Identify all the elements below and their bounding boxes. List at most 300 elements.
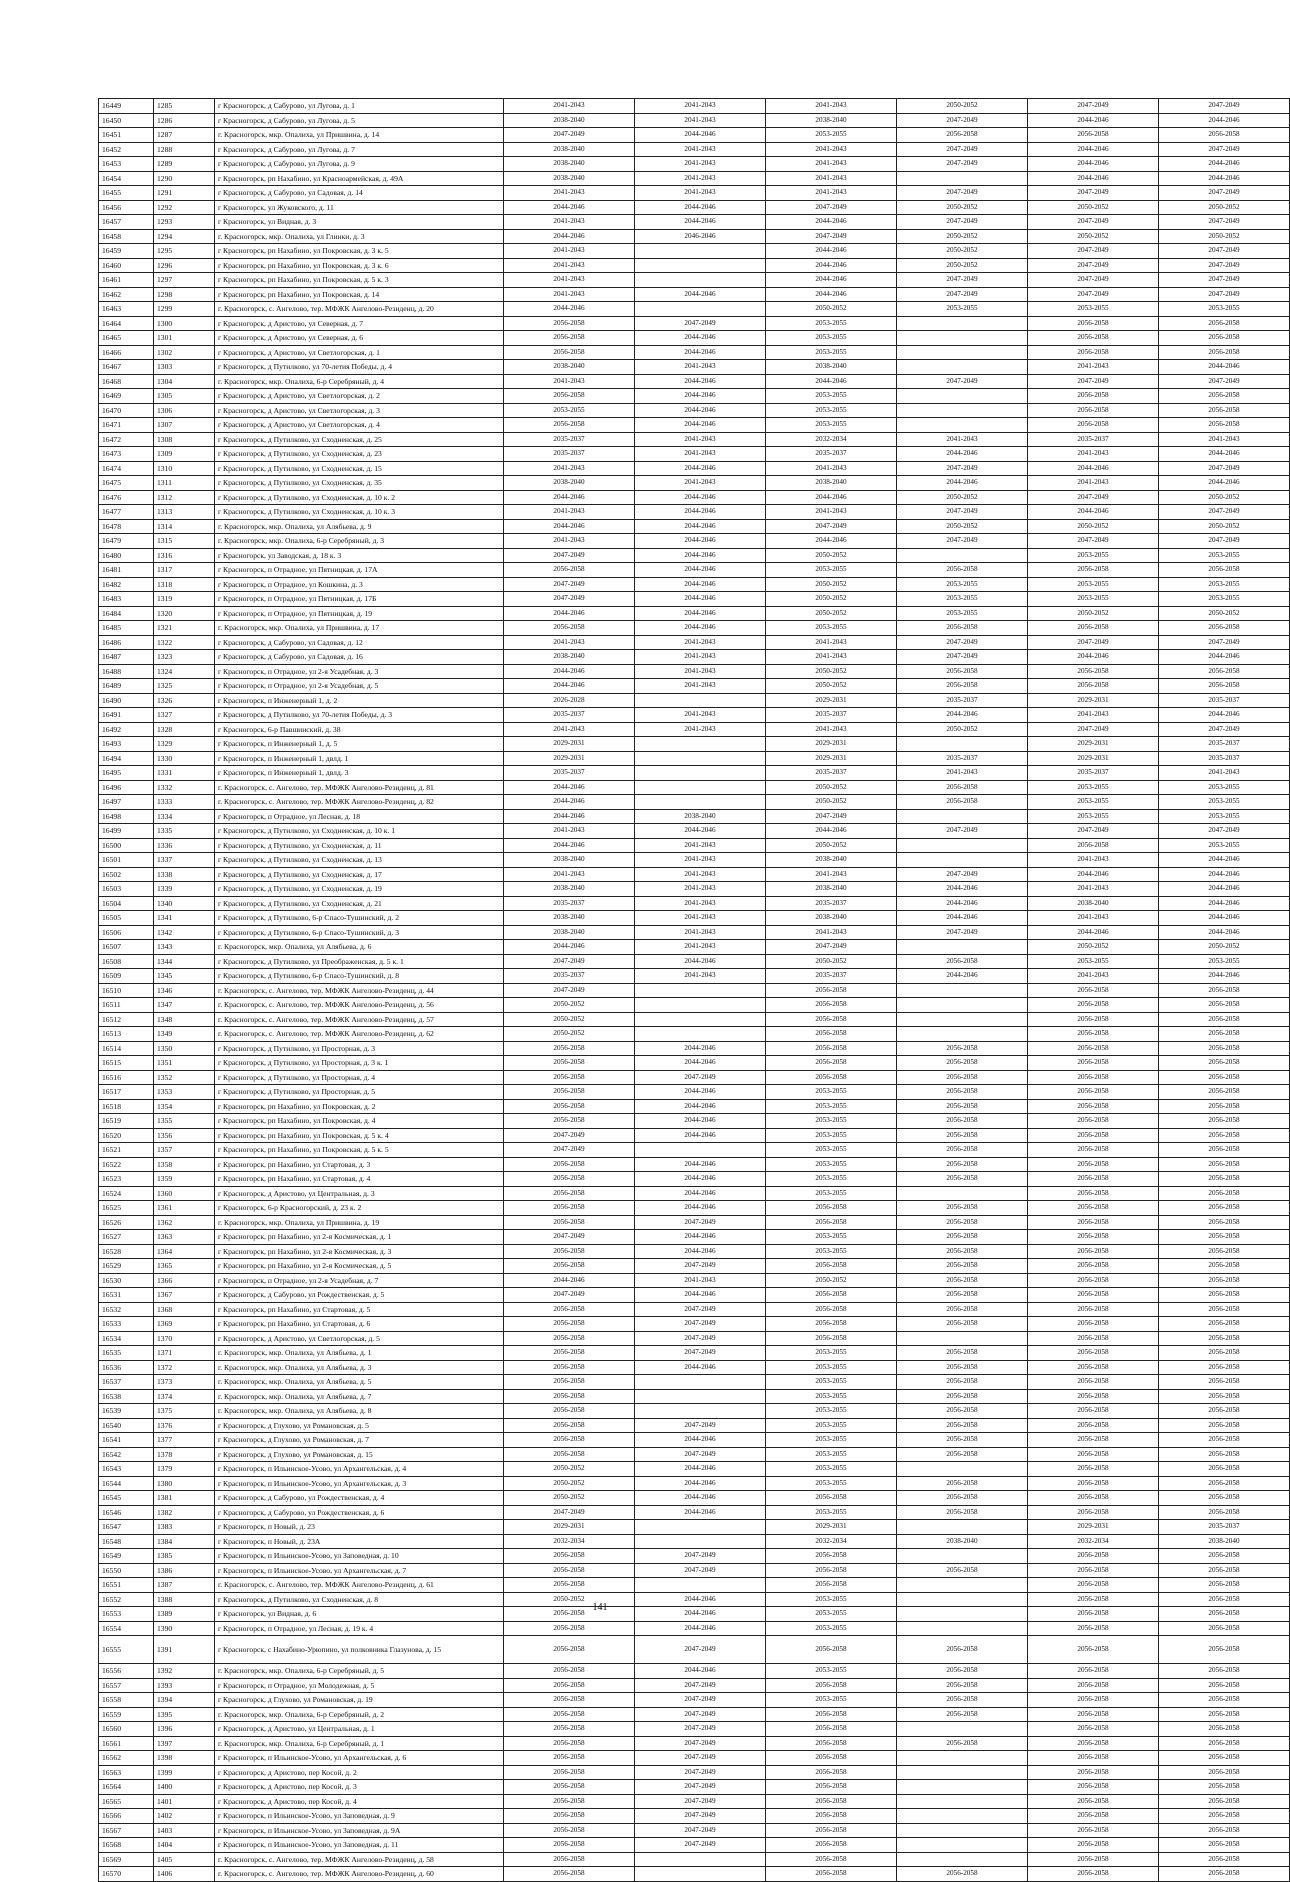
period-1-cell: 2041-2043 xyxy=(504,722,635,737)
period-1-cell: 2050-2052 xyxy=(504,1491,635,1506)
period-2-cell: 2047-2049 xyxy=(635,1765,766,1780)
address-cell: г Красногорск, рп Нахабино, ул 2-я Космическая, д. 1 xyxy=(215,1230,504,1245)
period-5-cell: 2056-2058 xyxy=(1028,1809,1159,1824)
period-6-cell: 2047-2049 xyxy=(1159,374,1290,389)
address-cell: г Красногорск, д Путилково, ул Сходненская, д. 13 xyxy=(215,853,504,868)
period-2-cell: 2044-2046 xyxy=(635,548,766,563)
table-row xyxy=(99,853,1290,868)
period-2-cell: 2044-2046 xyxy=(635,1201,766,1216)
address-number-cell: 1333 xyxy=(154,795,215,810)
period-3-cell: 2041-2043 xyxy=(766,635,897,650)
period-4-cell: 2044-2046 xyxy=(897,708,1028,723)
address-number-cell: 1325 xyxy=(154,679,215,694)
period-2-cell: 2044-2046 xyxy=(635,389,766,404)
period-5-cell: 2041-2043 xyxy=(1028,476,1159,491)
period-4-cell xyxy=(897,316,1028,331)
period-2-cell: 2044-2046 xyxy=(635,1664,766,1679)
period-3-cell: 2041-2043 xyxy=(766,650,897,665)
address-number-cell: 1378 xyxy=(154,1447,215,1462)
address-cell: г Красногорск, рп Нахабино, ул Покровская, д. 5 к. 5 xyxy=(215,1143,504,1158)
period-6-cell: 2056-2058 xyxy=(1159,1592,1290,1607)
period-5-cell: 2056-2058 xyxy=(1028,1302,1159,1317)
address-cell: г Красногорск, п Ильинское-Усово, ул Архангельская, д. 3 xyxy=(215,1476,504,1491)
row-number-cell: 16499 xyxy=(99,824,154,839)
period-1-cell: 2056-2058 xyxy=(504,1317,635,1332)
period-1-cell: 2056-2058 xyxy=(504,1404,635,1419)
period-4-cell: 2056-2058 xyxy=(897,1085,1028,1100)
period-5-cell: 2056-2058 xyxy=(1028,1186,1159,1201)
period-5-cell: 2056-2058 xyxy=(1028,1664,1159,1679)
period-2-cell: 2044-2046 xyxy=(635,1607,766,1622)
address-cell: г. Красногорск, мкр. Опалиха, ул Алябьева, д. 9 xyxy=(215,519,504,534)
address-number-cell: 1301 xyxy=(154,331,215,346)
period-1-cell: 2038-2040 xyxy=(504,360,635,375)
period-3-cell: 2050-2052 xyxy=(766,838,897,853)
table-row xyxy=(99,1505,1290,1520)
row-number-cell: 16455 xyxy=(99,186,154,201)
address-cell: г Красногорск, д Аристово, пер Косой, д. 4 xyxy=(215,1794,504,1809)
address-number-cell: 1316 xyxy=(154,548,215,563)
table-row xyxy=(99,1707,1290,1722)
period-2-cell: 2041-2043 xyxy=(635,99,766,114)
period-1-cell: 2038-2040 xyxy=(504,853,635,868)
address-number-cell: 1390 xyxy=(154,1621,215,1636)
row-number-cell: 16493 xyxy=(99,737,154,752)
period-6-cell: 2056-2058 xyxy=(1159,1505,1290,1520)
period-5-cell: 2053-2055 xyxy=(1028,577,1159,592)
period-5-cell: 2047-2049 xyxy=(1028,824,1159,839)
address-number-cell: 1396 xyxy=(154,1722,215,1737)
period-4-cell: 2056-2058 xyxy=(897,128,1028,143)
period-3-cell: 2056-2058 xyxy=(766,1027,897,1042)
table-row xyxy=(99,737,1290,752)
period-6-cell: 2056-2058 xyxy=(1159,1186,1290,1201)
address-number-cell: 1319 xyxy=(154,592,215,607)
address-cell: г. Красногорск, мкр. Опалиха, ул Алябьева, д. 5 xyxy=(215,1375,504,1390)
period-2-cell xyxy=(635,780,766,795)
period-1-cell: 2035-2037 xyxy=(504,432,635,447)
table-row xyxy=(99,1476,1290,1491)
period-2-cell: 2047-2049 xyxy=(635,1563,766,1578)
period-5-cell: 2047-2049 xyxy=(1028,374,1159,389)
address-cell: г. Красногорск, мкр. Опалиха, ул Алябьева, д. 7 xyxy=(215,1389,504,1404)
period-3-cell: 2053-2055 xyxy=(766,1433,897,1448)
address-cell: г Красногорск, п Отрадное, ул 2-я Усадебная, д. 7 xyxy=(215,1273,504,1288)
period-3-cell: 2056-2058 xyxy=(766,1636,897,1664)
period-4-cell: 2056-2058 xyxy=(897,621,1028,636)
period-6-cell: 2047-2049 xyxy=(1159,722,1290,737)
period-2-cell: 2044-2046 xyxy=(635,519,766,534)
table-row xyxy=(99,896,1290,911)
period-4-cell: 2044-2046 xyxy=(897,476,1028,491)
address-number-cell: 1311 xyxy=(154,476,215,491)
period-1-cell: 2026-2028 xyxy=(504,693,635,708)
address-number-cell: 1388 xyxy=(154,1592,215,1607)
address-cell: г Красногорск, д Путилково, ул Сходненская, д. 10 к. 1 xyxy=(215,824,504,839)
table-row xyxy=(99,998,1290,1013)
period-4-cell: 2047-2049 xyxy=(897,142,1028,157)
period-6-cell: 2056-2058 xyxy=(1159,1433,1290,1448)
period-2-cell: 2044-2046 xyxy=(635,461,766,476)
period-6-cell: 2050-2052 xyxy=(1159,940,1290,955)
period-3-cell: 2047-2049 xyxy=(766,940,897,955)
period-2-cell: 2047-2049 xyxy=(635,1259,766,1274)
address-cell: г Красногорск, п Инженерный 1, д. 5 xyxy=(215,737,504,752)
period-5-cell: 2056-2058 xyxy=(1028,1346,1159,1361)
period-2-cell xyxy=(635,1852,766,1867)
address-cell: г. Красногорск, мкр. Опалиха, 6-р Серебряный, д. 5 xyxy=(215,1664,504,1679)
row-number-cell: 16549 xyxy=(99,1549,154,1564)
period-3-cell: 2050-2052 xyxy=(766,954,897,969)
address-number-cell: 1354 xyxy=(154,1099,215,1114)
period-5-cell: 2047-2049 xyxy=(1028,635,1159,650)
row-number-cell: 16538 xyxy=(99,1389,154,1404)
row-number-cell: 16554 xyxy=(99,1621,154,1636)
period-6-cell: 2056-2058 xyxy=(1159,1230,1290,1245)
address-cell: г Красногорск, д Путилково, ул Сходненская, д. 21 xyxy=(215,896,504,911)
period-1-cell: 2056-2058 xyxy=(504,1186,635,1201)
period-2-cell: 2047-2049 xyxy=(635,1693,766,1708)
row-number-cell: 16515 xyxy=(99,1056,154,1071)
address-number-cell: 1361 xyxy=(154,1201,215,1216)
address-number-cell: 1290 xyxy=(154,171,215,186)
table-row xyxy=(99,679,1290,694)
address-cell: г Красногорск, д Путилково, ул Сходненская, д. 19 xyxy=(215,882,504,897)
period-6-cell: 2056-2058 xyxy=(1159,1736,1290,1751)
table-row xyxy=(99,1128,1290,1143)
row-number-cell: 16484 xyxy=(99,606,154,621)
period-2-cell: 2044-2046 xyxy=(635,128,766,143)
period-4-cell: 2050-2052 xyxy=(897,258,1028,273)
address-number-cell: 1363 xyxy=(154,1230,215,1245)
period-1-cell: 2041-2043 xyxy=(504,867,635,882)
row-number-cell: 16537 xyxy=(99,1375,154,1390)
period-4-cell: 2056-2058 xyxy=(897,954,1028,969)
period-2-cell: 2041-2043 xyxy=(635,1273,766,1288)
period-6-cell: 2056-2058 xyxy=(1159,1244,1290,1259)
period-6-cell: 2041-2043 xyxy=(1159,766,1290,781)
period-6-cell: 2056-2058 xyxy=(1159,1823,1290,1838)
period-1-cell: 2056-2058 xyxy=(504,1664,635,1679)
row-number-cell: 16485 xyxy=(99,621,154,636)
address-number-cell: 1366 xyxy=(154,1273,215,1288)
period-4-cell: 2056-2058 xyxy=(897,1389,1028,1404)
period-2-cell xyxy=(635,766,766,781)
period-2-cell: 2041-2043 xyxy=(635,969,766,984)
row-number-cell: 16541 xyxy=(99,1433,154,1448)
period-3-cell: 2053-2055 xyxy=(766,1693,897,1708)
row-number-cell: 16558 xyxy=(99,1693,154,1708)
period-1-cell: 2056-2058 xyxy=(504,1070,635,1085)
row-number-cell: 16491 xyxy=(99,708,154,723)
table-row xyxy=(99,447,1290,462)
row-number-cell: 16540 xyxy=(99,1418,154,1433)
row-number-cell: 16568 xyxy=(99,1838,154,1853)
period-1-cell: 2038-2040 xyxy=(504,650,635,665)
table-row xyxy=(99,635,1290,650)
period-3-cell: 2056-2058 xyxy=(766,1736,897,1751)
address-number-cell: 1336 xyxy=(154,838,215,853)
row-number-cell: 16495 xyxy=(99,766,154,781)
table-row xyxy=(99,954,1290,969)
period-4-cell xyxy=(897,1549,1028,1564)
period-1-cell: 2029-2031 xyxy=(504,737,635,752)
period-1-cell: 2038-2040 xyxy=(504,113,635,128)
period-5-cell: 2056-2058 xyxy=(1028,1505,1159,1520)
address-number-cell: 1350 xyxy=(154,1041,215,1056)
period-4-cell: 2056-2058 xyxy=(897,1491,1028,1506)
period-5-cell: 2056-2058 xyxy=(1028,1157,1159,1172)
table-row xyxy=(99,925,1290,940)
address-number-cell: 1302 xyxy=(154,345,215,360)
table-row xyxy=(99,838,1290,853)
period-3-cell: 2044-2046 xyxy=(766,534,897,549)
period-4-cell xyxy=(897,1823,1028,1838)
period-1-cell: 2047-2049 xyxy=(504,128,635,143)
address-cell: г Красногорск, д Сабурово, ул Лугова, д. 5 xyxy=(215,113,504,128)
address-number-cell: 1303 xyxy=(154,360,215,375)
period-1-cell: 2056-2058 xyxy=(504,1114,635,1129)
period-5-cell: 2056-2058 xyxy=(1028,345,1159,360)
address-number-cell: 1300 xyxy=(154,316,215,331)
address-number-cell: 1369 xyxy=(154,1317,215,1332)
period-6-cell: 2044-2046 xyxy=(1159,171,1290,186)
period-5-cell: 2047-2049 xyxy=(1028,215,1159,230)
address-number-cell: 1312 xyxy=(154,490,215,505)
table-row xyxy=(99,432,1290,447)
period-3-cell: 2038-2040 xyxy=(766,853,897,868)
period-1-cell: 2056-2058 xyxy=(504,316,635,331)
period-6-cell: 2044-2046 xyxy=(1159,708,1290,723)
period-4-cell xyxy=(897,809,1028,824)
address-cell: г Красногорск, д Путилково, ул Сходненская, д. 25 xyxy=(215,432,504,447)
period-4-cell: 2056-2058 xyxy=(897,1636,1028,1664)
period-3-cell: 2056-2058 xyxy=(766,1070,897,1085)
address-cell: г Красногорск, д Сабурово, ул Рождественская, д. 6 xyxy=(215,1505,504,1520)
period-5-cell: 2056-2058 xyxy=(1028,418,1159,433)
period-2-cell: 2044-2046 xyxy=(635,1592,766,1607)
period-6-cell: 2056-2058 xyxy=(1159,1418,1290,1433)
address-number-cell: 1315 xyxy=(154,534,215,549)
period-5-cell: 2056-2058 xyxy=(1028,1693,1159,1708)
period-6-cell: 2056-2058 xyxy=(1159,1838,1290,1853)
row-number-cell: 16569 xyxy=(99,1852,154,1867)
address-number-cell: 1323 xyxy=(154,650,215,665)
address-number-cell: 1308 xyxy=(154,432,215,447)
period-1-cell: 2056-2058 xyxy=(504,1678,635,1693)
period-1-cell: 2029-2031 xyxy=(504,1520,635,1535)
table-row xyxy=(99,244,1290,259)
period-5-cell: 2047-2049 xyxy=(1028,534,1159,549)
period-2-cell: 2041-2043 xyxy=(635,664,766,679)
address-cell: г Красногорск, д Путилково, ул 70-летия Победы, д. 4 xyxy=(215,360,504,375)
row-number-cell: 16462 xyxy=(99,287,154,302)
table-row xyxy=(99,795,1290,810)
period-1-cell: 2044-2046 xyxy=(504,519,635,534)
period-3-cell: 2053-2055 xyxy=(766,389,897,404)
period-5-cell: 2056-2058 xyxy=(1028,1114,1159,1129)
period-6-cell: 2047-2049 xyxy=(1159,215,1290,230)
row-number-cell: 16567 xyxy=(99,1823,154,1838)
address-cell: г Красногорск, д Путилково, 6-р Спасо-Тушинский, д. 8 xyxy=(215,969,504,984)
address-number-cell: 1317 xyxy=(154,563,215,578)
period-2-cell: 2044-2046 xyxy=(635,1491,766,1506)
address-cell: г Красногорск, п Ильинское-Усово, ул Заповедная, д. 9А xyxy=(215,1823,504,1838)
period-1-cell: 2056-2058 xyxy=(504,563,635,578)
period-3-cell: 2056-2058 xyxy=(766,1201,897,1216)
period-1-cell: 2047-2049 xyxy=(504,548,635,563)
period-4-cell: 2047-2049 xyxy=(897,824,1028,839)
period-2-cell: 2044-2046 xyxy=(635,1041,766,1056)
period-3-cell: 2041-2043 xyxy=(766,99,897,114)
address-number-cell: 1391 xyxy=(154,1636,215,1664)
period-6-cell: 2047-2049 xyxy=(1159,635,1290,650)
period-5-cell: 2056-2058 xyxy=(1028,1476,1159,1491)
address-cell: г Красногорск, ул Видная, д. 6 xyxy=(215,1607,504,1622)
period-3-cell: 2056-2058 xyxy=(766,1823,897,1838)
period-1-cell: 2041-2043 xyxy=(504,374,635,389)
period-3-cell: 2056-2058 xyxy=(766,1765,897,1780)
period-1-cell: 2056-2058 xyxy=(504,1607,635,1622)
period-3-cell: 2056-2058 xyxy=(766,1302,897,1317)
period-2-cell xyxy=(635,258,766,273)
period-5-cell: 2056-2058 xyxy=(1028,1592,1159,1607)
period-2-cell xyxy=(635,1375,766,1390)
period-2-cell xyxy=(635,1404,766,1419)
address-number-cell: 1387 xyxy=(154,1578,215,1593)
period-3-cell: 2056-2058 xyxy=(766,1794,897,1809)
address-cell: г Красногорск, п Новый, д. 23А xyxy=(215,1534,504,1549)
period-4-cell: 2047-2049 xyxy=(897,635,1028,650)
period-4-cell xyxy=(897,389,1028,404)
address-cell: г Красногорск, д Глухово, ул Романовская, д. 15 xyxy=(215,1447,504,1462)
address-number-cell: 1372 xyxy=(154,1360,215,1375)
period-5-cell: 2053-2055 xyxy=(1028,548,1159,563)
period-3-cell: 2053-2055 xyxy=(766,345,897,360)
table-row xyxy=(99,780,1290,795)
table-row xyxy=(99,418,1290,433)
table-row xyxy=(99,389,1290,404)
period-1-cell: 2041-2043 xyxy=(504,287,635,302)
period-2-cell: 2047-2049 xyxy=(635,1809,766,1824)
table-row xyxy=(99,1838,1290,1853)
address-cell: г Красногорск, д Путилково, 6-р Спасо-Тушинский, д. 2 xyxy=(215,911,504,926)
table-row xyxy=(99,1823,1290,1838)
period-5-cell: 2047-2049 xyxy=(1028,287,1159,302)
row-number-cell: 16566 xyxy=(99,1809,154,1824)
row-number-cell: 16522 xyxy=(99,1157,154,1172)
period-3-cell: 2050-2052 xyxy=(766,780,897,795)
row-number-cell: 16480 xyxy=(99,548,154,563)
period-6-cell: 2047-2049 xyxy=(1159,244,1290,259)
period-6-cell: 2047-2049 xyxy=(1159,824,1290,839)
address-cell: г. Красногорск, мкр. Опалиха, ул Алябьева, д. 6 xyxy=(215,940,504,955)
period-2-cell: 2047-2049 xyxy=(635,1707,766,1722)
address-number-cell: 1371 xyxy=(154,1346,215,1361)
row-number-cell: 16514 xyxy=(99,1041,154,1056)
row-number-cell: 16520 xyxy=(99,1128,154,1143)
period-3-cell: 2053-2055 xyxy=(766,1418,897,1433)
period-4-cell: 2056-2058 xyxy=(897,1867,1028,1882)
period-1-cell: 2038-2040 xyxy=(504,171,635,186)
period-1-cell: 2044-2046 xyxy=(504,490,635,505)
row-number-cell: 16479 xyxy=(99,534,154,549)
address-number-cell: 1376 xyxy=(154,1418,215,1433)
period-6-cell: 2053-2055 xyxy=(1159,592,1290,607)
period-5-cell: 2044-2046 xyxy=(1028,171,1159,186)
address-cell: г Красногорск, д Аристово, ул Светлогорская, д. 1 xyxy=(215,345,504,360)
address-cell: г Красногорск, рп Нахабино, ул Стартовая, д. 5 xyxy=(215,1302,504,1317)
period-3-cell: 2056-2058 xyxy=(766,1331,897,1346)
table-row xyxy=(99,331,1290,346)
address-number-cell: 1402 xyxy=(154,1809,215,1824)
address-cell: г Красногорск, д Путилково, ул Преображенская, д. 5 к. 1 xyxy=(215,954,504,969)
row-number-cell: 16528 xyxy=(99,1244,154,1259)
address-number-cell: 1392 xyxy=(154,1664,215,1679)
table-row xyxy=(99,1259,1290,1274)
period-3-cell: 2056-2058 xyxy=(766,1809,897,1824)
period-3-cell: 2056-2058 xyxy=(766,1707,897,1722)
table-row xyxy=(99,200,1290,215)
row-number-cell: 16458 xyxy=(99,229,154,244)
period-2-cell: 2041-2043 xyxy=(635,708,766,723)
period-4-cell: 2056-2058 xyxy=(897,1678,1028,1693)
period-5-cell: 2056-2058 xyxy=(1028,1404,1159,1419)
address-cell: г Красногорск, д Путилково, ул Просторная, д. 3 к. 1 xyxy=(215,1056,504,1071)
period-4-cell xyxy=(897,418,1028,433)
period-4-cell xyxy=(897,1462,1028,1477)
period-2-cell: 2044-2046 xyxy=(635,215,766,230)
period-3-cell: 2053-2055 xyxy=(766,1230,897,1245)
period-2-cell: 2044-2046 xyxy=(635,403,766,418)
period-5-cell: 2044-2046 xyxy=(1028,925,1159,940)
table-row xyxy=(99,186,1290,201)
address-number-cell: 1289 xyxy=(154,157,215,172)
row-number-cell: 16518 xyxy=(99,1099,154,1114)
row-number-cell: 16453 xyxy=(99,157,154,172)
period-4-cell xyxy=(897,403,1028,418)
row-number-cell: 16463 xyxy=(99,302,154,317)
period-2-cell: 2038-2040 xyxy=(635,809,766,824)
period-2-cell: 2047-2049 xyxy=(635,1678,766,1693)
period-4-cell: 2047-2049 xyxy=(897,534,1028,549)
row-number-cell: 16517 xyxy=(99,1085,154,1100)
period-4-cell: 2056-2058 xyxy=(897,1736,1028,1751)
row-number-cell: 16570 xyxy=(99,1867,154,1882)
period-5-cell: 2056-2058 xyxy=(1028,1780,1159,1795)
table-row xyxy=(99,157,1290,172)
row-number-cell: 16524 xyxy=(99,1186,154,1201)
period-6-cell: 2056-2058 xyxy=(1159,1099,1290,1114)
address-number-cell: 1307 xyxy=(154,418,215,433)
address-number-cell: 1285 xyxy=(154,99,215,114)
period-3-cell: 2053-2055 xyxy=(766,128,897,143)
period-2-cell: 2047-2049 xyxy=(635,1780,766,1795)
row-number-cell: 16557 xyxy=(99,1678,154,1693)
period-2-cell: 2041-2043 xyxy=(635,911,766,926)
period-5-cell: 2056-2058 xyxy=(1028,1027,1159,1042)
period-6-cell: 2050-2052 xyxy=(1159,606,1290,621)
period-6-cell: 2053-2055 xyxy=(1159,954,1290,969)
period-2-cell xyxy=(635,1012,766,1027)
period-2-cell: 2041-2043 xyxy=(635,722,766,737)
table-row xyxy=(99,824,1290,839)
table-row xyxy=(99,1867,1290,1882)
period-3-cell: 2056-2058 xyxy=(766,1491,897,1506)
period-4-cell xyxy=(897,1765,1028,1780)
row-number-cell: 16452 xyxy=(99,142,154,157)
table-row xyxy=(99,1186,1290,1201)
